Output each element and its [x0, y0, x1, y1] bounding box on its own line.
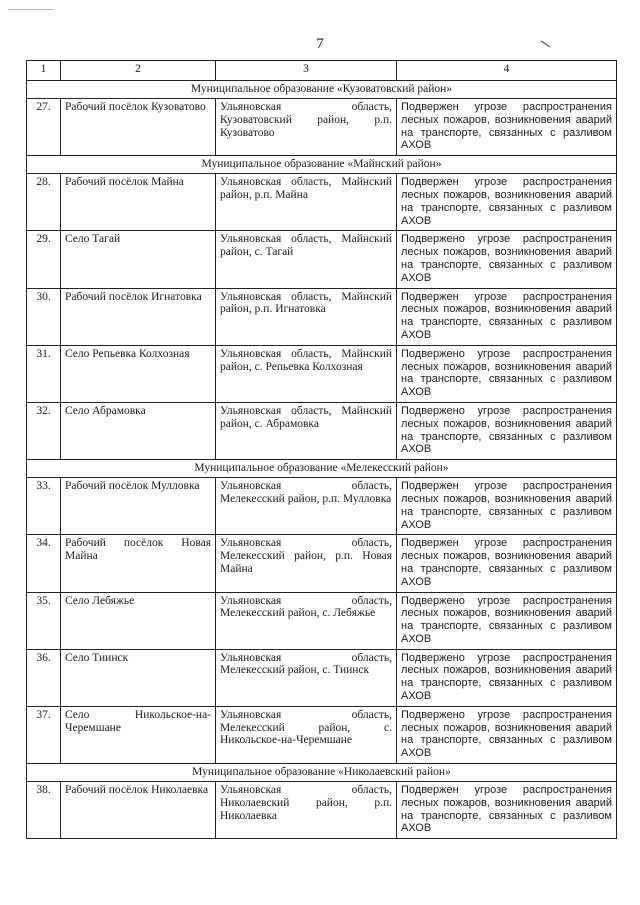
- settlement-address: Ульяновская область, Мелекесский район, с. Лебяжье: [216, 592, 397, 649]
- threat-description: Подвержен угрозе распространения лесных пожаров, возникновения аварий на транспорте, связанных с разливом АХОВ: [397, 99, 617, 156]
- section-row: [27, 81, 617, 99]
- section-title: Муниципальное образование «Кузоватовский район»: [27, 81, 617, 99]
- table-row: [27, 649, 617, 706]
- threat-description: Подвержено угрозе распространения лесных пожаров, возникновения аварий на транспорте, связанных с разливом АХОВ: [397, 345, 617, 402]
- row-number: 34.: [27, 535, 61, 592]
- page-number: 7: [316, 36, 324, 52]
- row-number: 27.: [27, 99, 61, 156]
- scan-mark: [540, 40, 552, 48]
- row-number: 28.: [27, 174, 61, 231]
- settlement-address: Ульяновская область, Майнский район, с. Абрамовка: [216, 402, 397, 459]
- scan-artifact-line: [8, 9, 54, 10]
- column-number: 1: [27, 61, 61, 81]
- settlement-address: Ульяновская область, Мелекесский район, с. Никольское-на-Черемшане: [216, 706, 397, 763]
- settlement-name: Рабочий посёлок Майна: [61, 174, 216, 231]
- threat-description: Подвержен угрозе распространения лесных пожаров, возникновения аварий на транспорте, связанных с разливом АХОВ: [397, 535, 617, 592]
- settlement-name: Село Абрамовка: [61, 402, 216, 459]
- section-row: [27, 460, 617, 478]
- column-number-row: [27, 61, 617, 81]
- settlement-name: Рабочий посёлок Николаевка: [61, 782, 216, 839]
- table-row: [27, 535, 617, 592]
- threat-description: Подвержено угрозе распространения лесных пожаров, возникновения аварий на транспорте, связанных с разливом АХОВ: [397, 402, 617, 459]
- section-row: [27, 764, 617, 782]
- settlement-name: Рабочий посёлок Игнатовка: [61, 288, 216, 345]
- settlement-name: Село Тиинск: [61, 649, 216, 706]
- settlement-address: Ульяновская область, Мелекесский район, с. Тиинск: [216, 649, 397, 706]
- table-row: [27, 706, 617, 763]
- settlement-address: Ульяновская область, Майнский район, р.п. Майна: [216, 174, 397, 231]
- settlement-address: Ульяновская область, Майнский район, р.п. Игнатовка: [216, 288, 397, 345]
- row-number: 29.: [27, 231, 61, 288]
- threat-description: Подвержен угрозе распространения лесных пожаров, возникновения аварий на транспорте, связанных с разливом АХОВ: [397, 288, 617, 345]
- section-title: Муниципальное образование «Майнский район»: [27, 156, 617, 174]
- settlement-name: Рабочий посёлок Новая Майна: [61, 535, 216, 592]
- table-row: [27, 174, 617, 231]
- settlement-name: Рабочий посёлок Кузоватово: [61, 99, 216, 156]
- section-title: Муниципальное образование «Николаевский район»: [27, 764, 617, 782]
- column-number: 2: [61, 61, 216, 81]
- row-number: 31.: [27, 345, 61, 402]
- threat-description: Подвержено угрозе распространения лесных пожаров, возникновения аварий на транспорте, связанных с разливом АХОВ: [397, 231, 617, 288]
- table-row: [27, 478, 617, 535]
- settlement-address: Ульяновская область, Кузоватовский район, р.п. Кузоватово: [216, 99, 397, 156]
- threat-description: Подвержено угрозе распространения лесных пожаров, возникновения аварий на транспорте, связанных с разливом АХОВ: [397, 706, 617, 763]
- row-number: 38.: [27, 782, 61, 839]
- settlements-table: [26, 60, 617, 839]
- table-row: [27, 288, 617, 345]
- threat-description: Подвержено угрозе распространения лесных пожаров, возникновения аварий на транспорте, связанных с разливом АХОВ: [397, 649, 617, 706]
- table-row: [27, 402, 617, 459]
- row-number: 32.: [27, 402, 61, 459]
- column-number: 4: [397, 61, 617, 81]
- settlement-address: Ульяновская область, Мелекесский район, р.п. Новая Майна: [216, 535, 397, 592]
- row-number: 36.: [27, 649, 61, 706]
- row-number: 37.: [27, 706, 61, 763]
- settlement-address: Ульяновская область, Майнский район, с. Репьевка Колхозная: [216, 345, 397, 402]
- section-row: [27, 156, 617, 174]
- table-row: [27, 99, 617, 156]
- threat-description: Подвержен угрозе распространения лесных пожаров, возникновения аварий на транспорте, связанных с разливом АХОВ: [397, 174, 617, 231]
- row-number: 30.: [27, 288, 61, 345]
- table-row: [27, 592, 617, 649]
- settlement-name: Село Репьевка Колхозная: [61, 345, 216, 402]
- threat-description: Подвержено угрозе распространения лесных пожаров, возникновения аварий на транспорте, связанных с разливом АХОВ: [397, 592, 617, 649]
- settlement-address: Ульяновская область, Майнский район, с. Тагай: [216, 231, 397, 288]
- section-title: Муниципальное образование «Мелекесский район»: [27, 460, 617, 478]
- table-row: [27, 782, 617, 839]
- table-row: [27, 231, 617, 288]
- row-number: 35.: [27, 592, 61, 649]
- row-number: 33.: [27, 478, 61, 535]
- settlement-name: Рабочий посёлок Мулловка: [61, 478, 216, 535]
- settlement-address: Ульяновская область, Мелекесский район, р.п. Мулловка: [216, 478, 397, 535]
- threat-description: Подвержен угрозе распространения лесных пожаров, возникновения аварий на транспорте, связанных с разливом АХОВ: [397, 478, 617, 535]
- table-row: [27, 345, 617, 402]
- table-body: [27, 81, 617, 839]
- settlement-address: Ульяновская область, Николаевский район, р.п. Николаевка: [216, 782, 397, 839]
- column-number: 3: [216, 61, 397, 81]
- settlement-name: Село Никольское-на-Черемшане: [61, 706, 216, 763]
- settlement-name: Село Тагай: [61, 231, 216, 288]
- threat-description: Подвержен угрозе распространения лесных пожаров, возникновения аварий на транспорте, связанных с разливом АХОВ: [397, 782, 617, 839]
- settlement-name: Село Лебяжье: [61, 592, 216, 649]
